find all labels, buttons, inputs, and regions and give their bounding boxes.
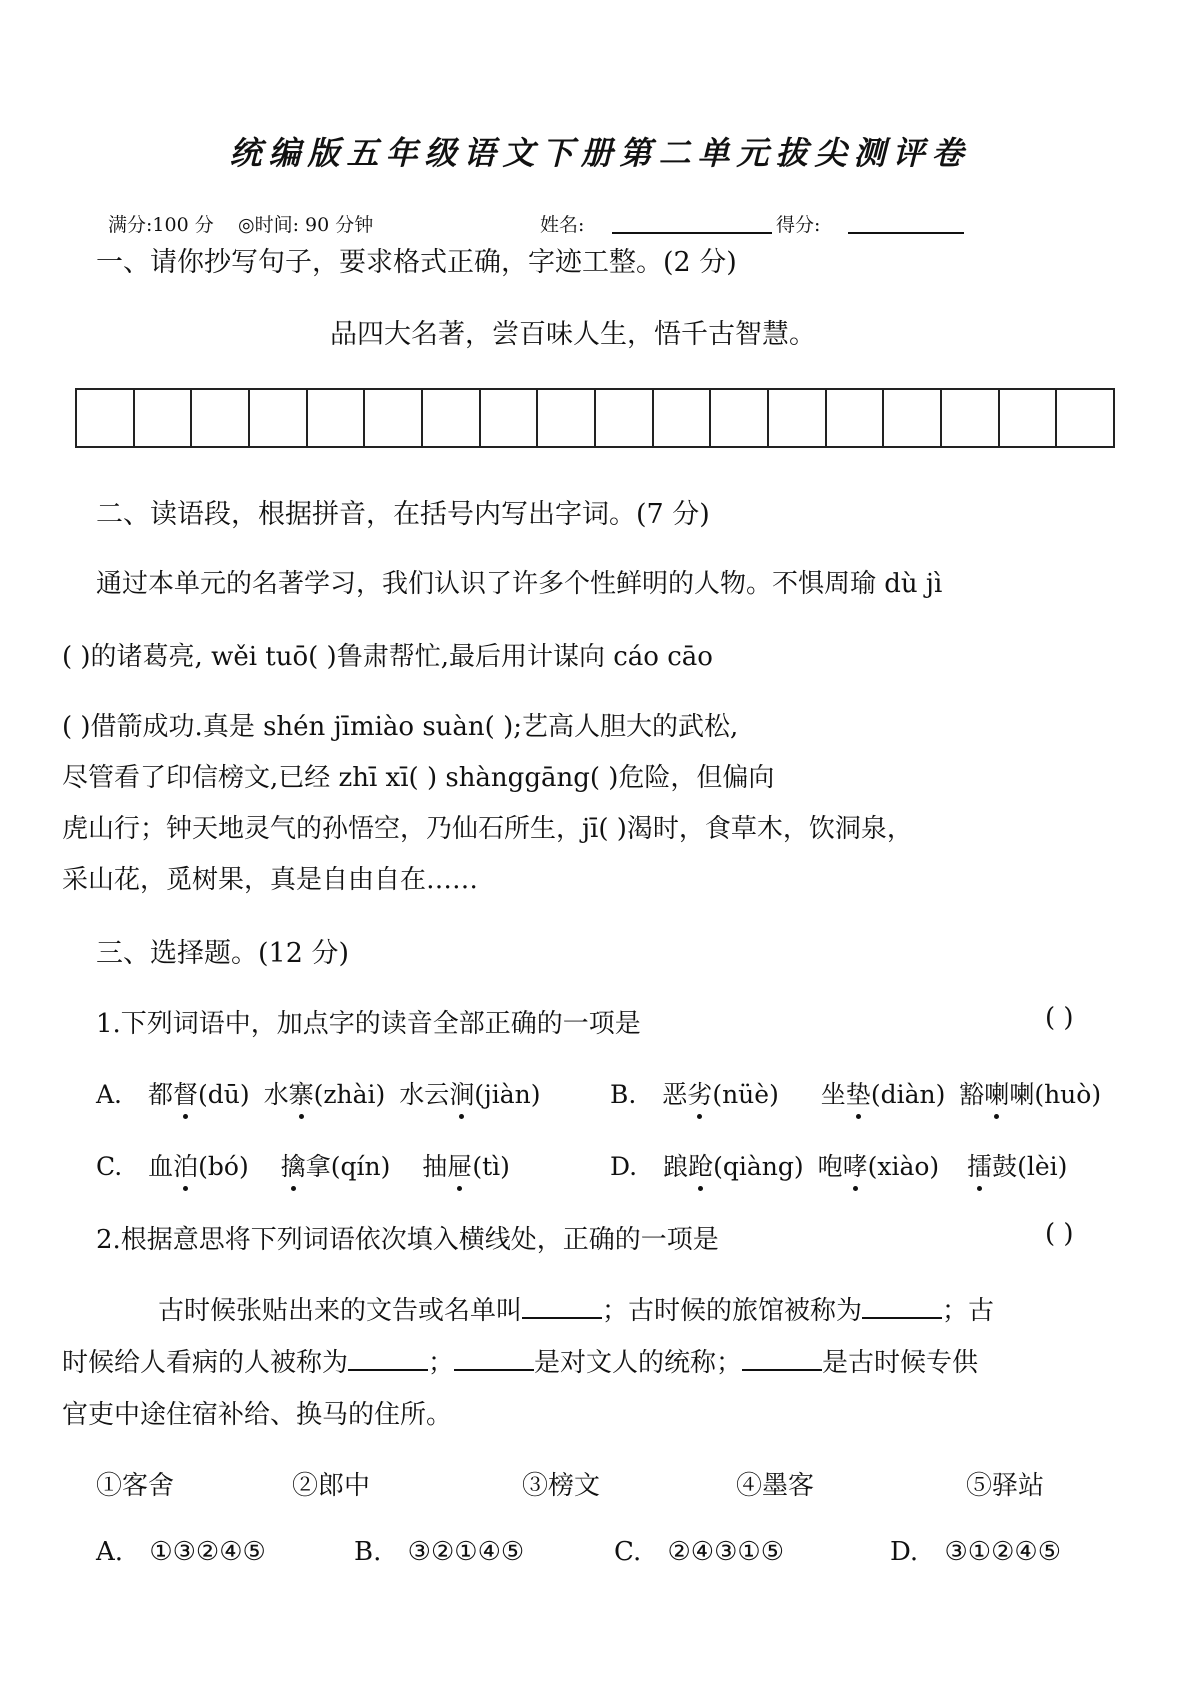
word-option-2: ②郎中 bbox=[292, 1471, 371, 1501]
option-label: B. bbox=[610, 1080, 637, 1109]
time-limit: ◎时间: 90 分钟 bbox=[238, 214, 374, 236]
full-score: 满分:100 分 bbox=[108, 214, 214, 236]
dotted-char: 喇 bbox=[984, 1075, 1009, 1111]
grid-cell[interactable] bbox=[135, 390, 193, 446]
grid-cell[interactable] bbox=[827, 390, 885, 446]
word-option-1: ①客舍 bbox=[96, 1471, 175, 1501]
word-option-3: ③榜文 bbox=[522, 1471, 601, 1501]
q1-answer-paren[interactable]: ( ) bbox=[1045, 1003, 1074, 1033]
pinyin: (tì) bbox=[472, 1152, 510, 1181]
section2-heading: 二、读语段，根据拼音，在括号内写出字词。(7 分) bbox=[96, 499, 710, 530]
paragraph-text: ；古 bbox=[942, 1296, 995, 1326]
section3-heading: 三、选择题。(12 分) bbox=[96, 938, 350, 969]
pinyin: (qiàng) bbox=[713, 1152, 804, 1181]
dotted-char: 泊 bbox=[173, 1147, 198, 1183]
word-text: 水 bbox=[263, 1080, 289, 1109]
pinyin: (bó) bbox=[198, 1152, 249, 1181]
word-text: 鼓 bbox=[992, 1152, 1018, 1181]
dotted-char: 擒 bbox=[281, 1147, 306, 1183]
fill-blank[interactable] bbox=[862, 1295, 942, 1319]
paragraph-text: 时候给人看病的人被称为 bbox=[62, 1348, 349, 1378]
q2-paragraph-line1 bbox=[158, 1290, 994, 1327]
option-label: A. bbox=[96, 1080, 123, 1109]
word-text: 都 bbox=[147, 1080, 173, 1109]
grid-cell[interactable] bbox=[1057, 390, 1113, 446]
passage-line: ( )的诸葛亮, wěi tuō( )鲁肃帮忙,最后用计谋向 cáo cāo bbox=[62, 642, 713, 672]
word-option-4: ④墨客 bbox=[736, 1471, 815, 1501]
grid-cell[interactable] bbox=[942, 390, 1000, 446]
paragraph-text: 是对文人的统称； bbox=[534, 1348, 743, 1378]
word-text: 水云 bbox=[399, 1080, 450, 1109]
q2-paragraph-line3: 官吏中途住宿补给、换马的住所。 bbox=[62, 1400, 453, 1430]
pinyin: (jiàn) bbox=[474, 1080, 541, 1109]
option-label: C. bbox=[614, 1537, 642, 1567]
option-label: D. bbox=[610, 1152, 638, 1181]
score-field[interactable] bbox=[848, 212, 964, 234]
choice-value: ②④③①⑤ bbox=[667, 1537, 785, 1567]
pinyin: (nüè) bbox=[712, 1080, 779, 1109]
grid-cell[interactable] bbox=[423, 390, 481, 446]
q2-choice-b[interactable] bbox=[354, 1537, 524, 1567]
grid-cell[interactable] bbox=[250, 390, 308, 446]
q1-option-d[interactable] bbox=[610, 1147, 1067, 1183]
q1-option-b[interactable] bbox=[610, 1075, 1101, 1111]
dotted-char: 擂 bbox=[967, 1147, 992, 1183]
choice-value: ①③②④⑤ bbox=[149, 1537, 266, 1567]
word-text: 坐 bbox=[820, 1080, 846, 1109]
dotted-char: 垫 bbox=[846, 1075, 871, 1111]
option-label: A. bbox=[96, 1537, 124, 1567]
pinyin: (huò) bbox=[1034, 1080, 1102, 1109]
grid-cell[interactable] bbox=[769, 390, 827, 446]
dotted-char: 跄 bbox=[688, 1147, 713, 1183]
grid-cell[interactable] bbox=[192, 390, 250, 446]
word-text: 拿 bbox=[305, 1152, 331, 1181]
fill-blank[interactable] bbox=[348, 1347, 428, 1371]
dotted-char: 劣 bbox=[687, 1075, 712, 1111]
word-text: 血 bbox=[148, 1152, 174, 1181]
dotted-char: 寨 bbox=[289, 1075, 314, 1111]
name-label: 姓名: bbox=[540, 214, 585, 236]
grid-cell[interactable] bbox=[365, 390, 423, 446]
word-option-5: ⑤驿站 bbox=[966, 1471, 1045, 1501]
passage-line: ( )借箭成功.真是 shén jīmiào suàn( );艺高人胆大的武松, bbox=[62, 712, 739, 742]
word-text: 恶 bbox=[662, 1080, 688, 1109]
word-text: 抽 bbox=[422, 1152, 448, 1181]
pinyin: (qín) bbox=[330, 1152, 391, 1181]
option-label: D. bbox=[890, 1537, 919, 1567]
paragraph-text: ； bbox=[428, 1348, 455, 1378]
pinyin: (dū) bbox=[198, 1080, 250, 1109]
q2-choice-d[interactable] bbox=[890, 1537, 1061, 1567]
fill-blank[interactable] bbox=[454, 1347, 534, 1371]
copy-sentence: 品四大名著，尝百味人生，悟千古智慧。 bbox=[330, 319, 816, 350]
passage-line: 采山花，觅树果，真是自由自在…… bbox=[62, 865, 479, 895]
grid-cell[interactable] bbox=[77, 390, 135, 446]
grid-cell[interactable] bbox=[711, 390, 769, 446]
passage-line: 虎山行；钟天地灵气的孙悟空，乃仙石所生，jī( )渴时，食草木，饮洞泉， bbox=[62, 814, 913, 844]
paragraph-text: ；古时候的旅馆被称为 bbox=[602, 1296, 863, 1326]
grid-cell[interactable] bbox=[1000, 390, 1058, 446]
paragraph-text: 古时候张贴出来的文告或名单叫 bbox=[158, 1296, 523, 1326]
q2-stem: 2.根据意思将下列词语依次填入横线处，正确的一项是 bbox=[96, 1225, 719, 1255]
choice-value: ③①②④⑤ bbox=[944, 1537, 1061, 1567]
word-text: 咆 bbox=[817, 1152, 843, 1181]
fill-blank[interactable] bbox=[742, 1347, 822, 1371]
word-text: 喇 bbox=[1009, 1080, 1035, 1109]
grid-cell[interactable] bbox=[308, 390, 366, 446]
option-label: C. bbox=[96, 1152, 123, 1181]
score-label: 得分: bbox=[776, 214, 821, 236]
dotted-char: 涧 bbox=[449, 1075, 474, 1111]
option-label: B. bbox=[354, 1537, 382, 1567]
q2-choice-c[interactable] bbox=[614, 1537, 784, 1567]
pinyin: (diàn) bbox=[870, 1080, 946, 1109]
q1-option-a[interactable] bbox=[96, 1075, 541, 1111]
grid-cell[interactable] bbox=[538, 390, 596, 446]
pinyin: (lèi) bbox=[1017, 1152, 1068, 1181]
pinyin: (xiào) bbox=[867, 1152, 940, 1181]
paragraph-text: 是古时候专供 bbox=[822, 1348, 979, 1378]
dotted-char: 屉 bbox=[447, 1147, 472, 1183]
section1-heading: 一、请你抄写句子，要求格式正确，字迹工整。(2 分) bbox=[96, 247, 737, 278]
word-text: 豁 bbox=[959, 1080, 985, 1109]
document-title: 统编版五年级语文下册第二单元拔尖测评卷 bbox=[229, 134, 971, 172]
q1-option-c[interactable] bbox=[96, 1147, 510, 1183]
q1-stem: 1.下列词语中，加点字的读音全部正确的一项是 bbox=[96, 1009, 641, 1039]
word-text: 踉 bbox=[663, 1152, 689, 1181]
dotted-char: 督 bbox=[173, 1075, 198, 1111]
choice-value: ③②①④⑤ bbox=[407, 1537, 525, 1567]
pinyin: (zhài) bbox=[313, 1080, 386, 1109]
dotted-char: 哮 bbox=[843, 1147, 868, 1183]
q2-answer-paren[interactable]: ( ) bbox=[1045, 1219, 1074, 1249]
fill-blank[interactable] bbox=[522, 1295, 602, 1319]
copy-writing-grid[interactable] bbox=[75, 388, 1115, 448]
passage-line: 通过本单元的名著学习，我们认识了许多个性鲜明的人物。不惧周瑜 dù jì bbox=[96, 569, 943, 599]
name-field[interactable] bbox=[612, 212, 772, 234]
grid-cell[interactable] bbox=[481, 390, 539, 446]
grid-cell[interactable] bbox=[654, 390, 712, 446]
grid-cell[interactable] bbox=[596, 390, 654, 446]
q2-choice-a[interactable] bbox=[96, 1537, 266, 1567]
q2-paragraph-line2 bbox=[62, 1342, 978, 1379]
passage-line: 尽管看了印信榜文,已经 zhī xī( ) shànggāng( )危险，但偏向 bbox=[62, 763, 775, 793]
grid-cell[interactable] bbox=[884, 390, 942, 446]
